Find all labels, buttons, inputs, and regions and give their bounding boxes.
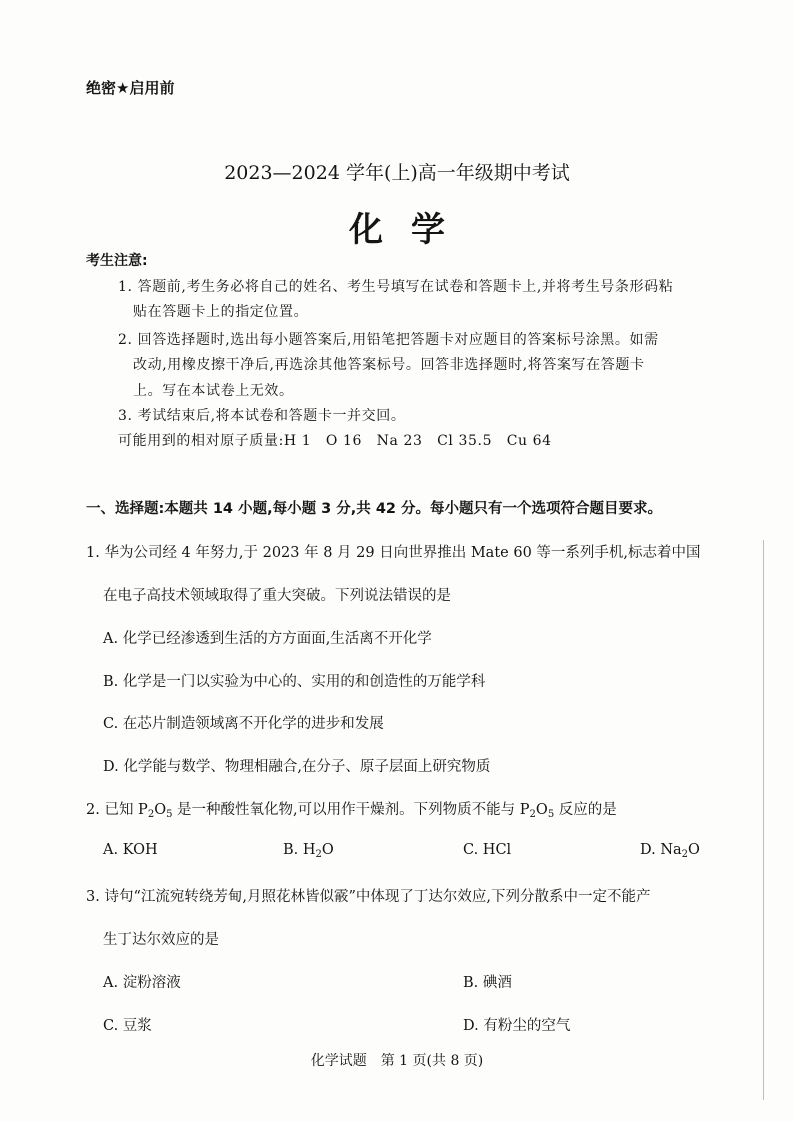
notice-item-3: 3. 考试结束后,将本试卷和答题卡一并交回。	[118, 408, 406, 424]
question-3-option-c: C. 豆浆	[103, 1018, 152, 1034]
subject-title: 化学	[349, 210, 473, 250]
atomic-mass-line: 可能用到的相对原子质量:H 1 O 16 Na 23 Cl 35.5 Cu 64	[118, 433, 552, 449]
question-3-option-d: D. 有粉尘的空气	[463, 1018, 571, 1034]
question-3-option-b: B. 碘酒	[463, 975, 512, 991]
notice-item-2-line-1: 2. 回答选择题时,选出每小题答案后,用铅笔把答题卡对应题目的答案标号涂黑。如需	[118, 332, 659, 348]
notice-item-1-line-1: 1. 答题前,考生务必将自己的姓名、考生号填写在试卷和答题卡上,并将考生号条形码粘	[118, 279, 674, 295]
question-1-stem-line-2: 在电子高技术领域取得了重大突破。下列说法错误的是	[103, 588, 451, 604]
question-1-option-b: B. 化学是一门以实验为中心的、实用的和创造性的万能学科	[103, 674, 486, 690]
question-3-option-a: A. 淀粉溶液	[103, 975, 181, 991]
notice-item-2-line-3: 上。写在本试卷上无效。	[133, 383, 294, 399]
exam-title: 2023—2024 学年(上)高一年级期中考试	[224, 162, 570, 184]
notice-item-1-line-2: 贴在答题卡上的指定位置。	[133, 304, 309, 320]
question-1-stem-line-1: 1. 华为公司经 4 年努力,于 2023 年 8 月 29 日向世界推出 Mate 60 等一系列手机,标志着中国	[86, 545, 701, 561]
question-2-option-b: B. $H_2O$	[283, 842, 334, 860]
question-1-option-c: C. 在芯片制造领域离不开化学的进步和发展	[103, 716, 384, 732]
question-1-option-a: A. 化学已经渗透到生活的方方面面,生活离不开化学	[103, 631, 432, 647]
question-2-option-c: C. HCl	[463, 842, 512, 858]
page-footer: 化学试题 第 1 页(共 8 页)	[310, 1053, 484, 1069]
question-2-option-a: A. KOH	[103, 842, 158, 858]
question-2-stem: 2. 已知 $P_2O_5$ 是一种酸性氧化物,可以用作干燥剂。下列物质不能与 $P_2O_5$ 反应的是	[86, 802, 617, 820]
question-3-stem-line-1: 3. 诗句“江流宛转绕芳甸,月照花林皆似霰”中体现了丁达尔效应,下列分散系中一定不能产	[86, 889, 651, 905]
notice-item-2-line-2: 改动,用橡皮擦干净后,再选涂其他答案标号。回答非选择题时,将答案写在答题卡	[133, 357, 645, 373]
margin-line	[763, 540, 764, 1100]
notice-title: 考生注意:	[86, 253, 148, 269]
question-3-stem-line-2: 生丁达尔效应的是	[103, 932, 219, 948]
question-2-option-d: D. $Na_2O$	[640, 842, 700, 860]
question-1-option-d: D. 化学能与数学、物理相融合,在分子、原子层面上研究物质	[103, 759, 491, 775]
section-heading: 一、选择题:本题共 14 小题,每小题 3 分,共 42 分。每小题只有一个选项符合题目要求。	[86, 501, 663, 517]
confidential-label: 绝密★启用前	[86, 79, 175, 97]
